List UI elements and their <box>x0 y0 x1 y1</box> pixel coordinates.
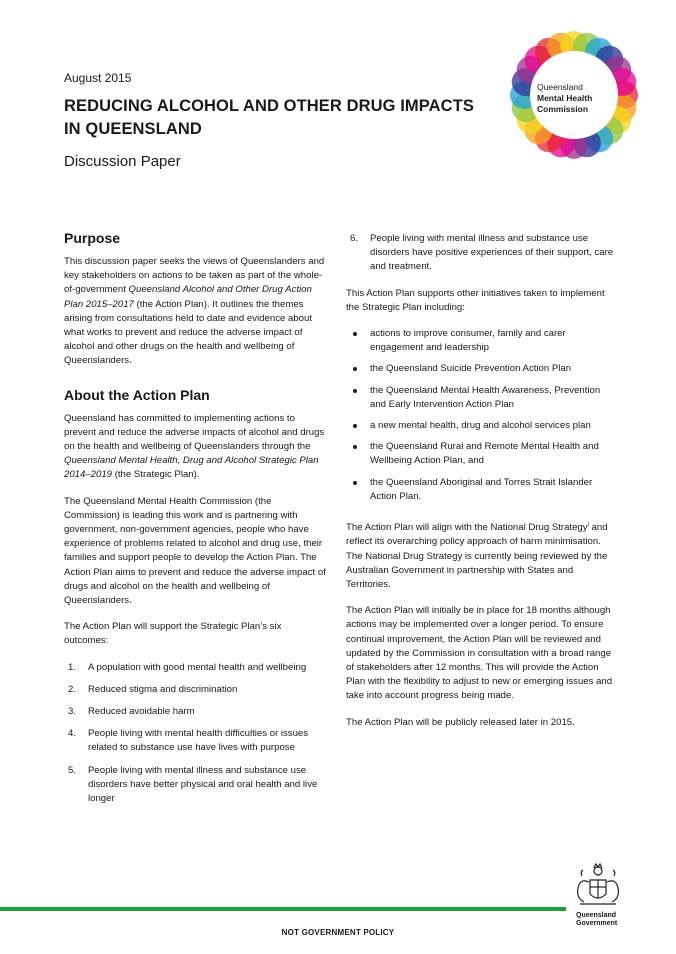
outcomes-list <box>64 661 328 807</box>
outcome-item: 4. People living with mental health difficulties or issues related to substance use have lives with purpose <box>68 728 309 754</box>
page-title: REDUCING ALCOHOL AND OTHER DRUG IMPACTS IN QUEENSLAND <box>64 97 474 138</box>
about-paragraph-3: The Action Plan will support the Strategic Plan’s six outcomes: <box>64 621 282 647</box>
outcome-item: 6. People living with mental illness and substance use disorders have positive experiences of their support, care and treatment. <box>350 233 614 273</box>
release-paragraph: The Action Plan will be publicly released later in 2015. <box>346 716 575 728</box>
outcome-item: 1. A population with good mental health and wellbeing <box>68 661 307 673</box>
document-date: August 2015 <box>64 71 132 85</box>
initiative-item: the Queensland Rural and Remote Mental Health and Wellbeing Action Plan, and <box>346 440 616 468</box>
footer-policy-notice: NOT GOVERNMENT POLICY <box>281 928 395 937</box>
timeline-paragraph: The Action Plan will initially be in place for 18 months although actions may be implemented over a longer period. To ensure continual improvement, the Action Plan will be reviewed and updated by the Commission in consultation with a broad range of stakeholders after 12 months. This will provide the Action Plan with the flexibility to adjust to new or emerging issues and take into account progress being made. <box>346 605 613 702</box>
outcome-item: 5. People living with mental illness and substance use disorders have better physical and oral health and live longer <box>68 764 318 805</box>
purpose-text: This discussion paper seeks the views of Queenslanders and key stakeholders on actions to be taken as part of the whole-of-government Queensland Alcohol and Other Drug Action Plan 2015–2017 (the Action Plan). It outlines the themes arising from consultations held to date and evidence about what works to prevent and reduce the adverse impact of alcohol and other drugs on the health and wellbeing of Queenslanders. <box>64 256 325 367</box>
initiative-item: the Queensland Suicide Prevention Action Plan <box>346 362 616 376</box>
logo-line-1: Queensland <box>537 82 583 92</box>
outcomes-list-continued <box>346 232 616 275</box>
about-heading: About the Action Plan <box>64 386 210 403</box>
initiative-item: the Queensland Aboriginal and Torres Strait Islander Action Plan. <box>346 476 616 504</box>
queensland-crest-icon <box>570 858 626 908</box>
logo-line-3: Commission <box>537 104 589 114</box>
initiatives-intro: This Action Plan supports other initiatives taken to implement the Strategic Plan including: <box>346 287 605 313</box>
outcome-item: 3. Reduced avoidable harm <box>68 706 195 718</box>
about-paragraph-2: The Queensland Mental Health Commission (the Commission) is leading this work and is partnering with government, non-government agencies, people who have experience of problems related to alcohol and drug use, their families and support people to develop the Action Plan. The Action Plan aims to prevent and reduce the adverse impact of drugs and alcohol on the health and wellbeing of Queenslanders. <box>64 495 326 607</box>
about-paragraph-1: Queensland has committed to implementing actions to prevent and reduce the adverse impacts of alcohol and drugs on the health and wellbeing of Queenslanders through the Queensland Mental Health, Drug and Alcohol Strategic Plan 2014–2019 (the Strategic Plan). <box>64 412 325 481</box>
right-column <box>346 232 616 742</box>
gov-line-1: Queensland <box>576 912 617 919</box>
national-strategy-paragraph: The Action Plan will align with the National Drug Strategy$^i$ and reflect its overarching policy approach of harm minimisation. The National Drug Strategy is currently being reviewed by the Australian Government in partnership with States and Territories. <box>346 522 608 591</box>
page-subtitle: Discussion Paper <box>64 153 181 170</box>
initiatives-list <box>346 327 616 504</box>
initiative-item: a new mental health, drug and alcohol services plan <box>346 419 616 433</box>
footer-green-bar <box>0 907 566 911</box>
gov-line-2: Government <box>576 920 618 927</box>
left-column <box>64 228 328 814</box>
initiative-item: actions to improve consumer, family and carer engagement and leadership <box>346 327 616 355</box>
government-wordmark <box>576 912 636 928</box>
logo-line-2: Mental Health <box>537 93 593 103</box>
outcome-item: 2. Reduced stigma and discrimination <box>68 683 238 695</box>
logo-text <box>537 82 613 115</box>
purpose-heading: Purpose <box>64 230 121 246</box>
initiative-item: the Queensland Mental Health Awareness, Prevention and Early Intervention Action Plan <box>346 384 616 412</box>
